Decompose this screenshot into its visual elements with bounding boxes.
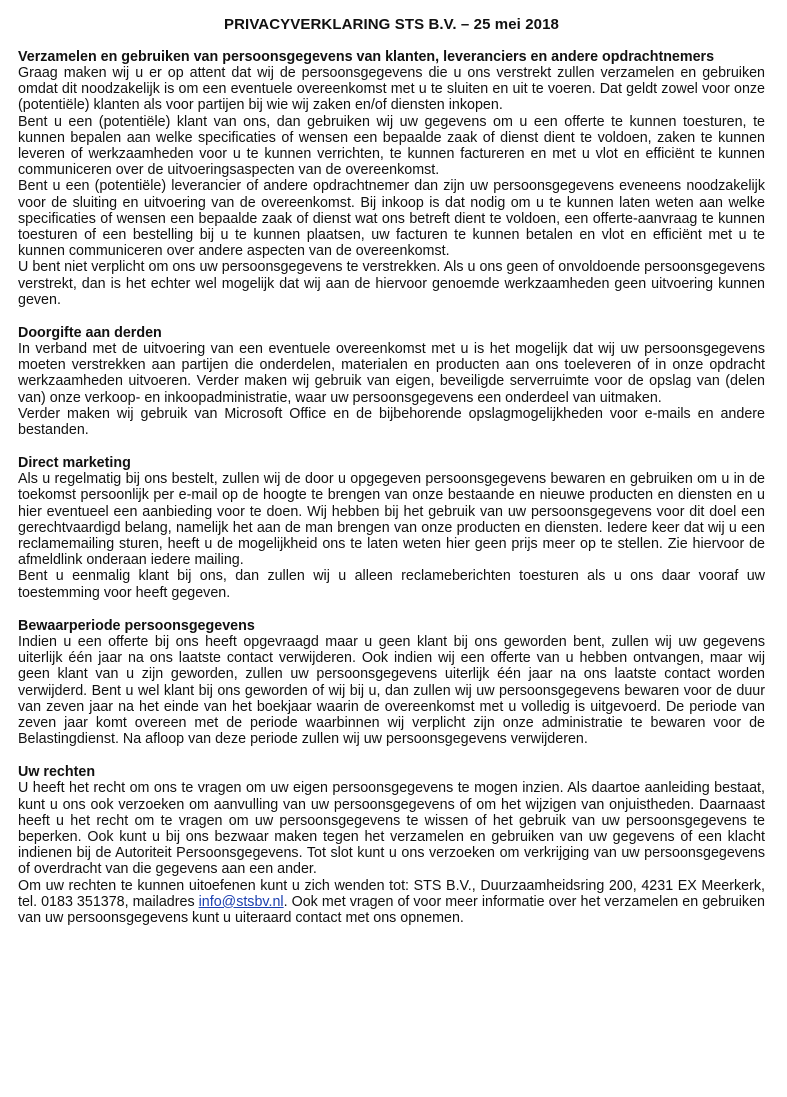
section-doorgifte <box>18 325 765 438</box>
section-heading: Uw rechten <box>18 764 96 781</box>
section-heading: Bewaarperiode persoonsgegevens <box>18 617 255 634</box>
paragraph: Verder maken wij gebruik van Microsoft Office en de bijbehorende opslagmogelijkheden voor e-mails en andere bestanden. <box>18 405 765 439</box>
contact-text: Om uw rechten te kunnen uitoefenen kunt u zich wenden tot: STS B.V., Duurzaamheidsring 200, 4231 EX Meerkerk, tel. 0183 351378, mailadres <box>18 877 765 910</box>
section-heading: Verzamelen en gebruiken van persoonsgegevens van klanten, leveranciers en andere opdrachtnemers <box>18 49 715 65</box>
section-uw-rechten <box>18 764 765 926</box>
section-bewaarperiode <box>18 618 765 747</box>
paragraph: Bent u een (potentiële) leverancier of andere opdrachtnemer dan zijn uw persoonsgegevens eveneens noodzakelijk voor de sluiting en uitvoering van de overeenkomst. Bij inkoop is dat nodig om u te kunnen laten weten aan welke specificaties of wensen een bepaalde zaak of dienst wat ons betreft dient te voldoen, een offerte-aanvraag te kunnen toesturen of een bestelling bij u te kunnen plaatsen, uw facturen te kunnen betalen en vlot en efficiënt met u te kunnen communiceren over andere aspecten van de overeenkomst. <box>18 178 765 260</box>
paragraph: Graag maken wij u er op attent dat wij de persoonsgegevens die u ons verstrekt zullen verzamelen en gebruiken omdat dit noodzakelijk is om een eventuele overeenkomst met u te sluiten en uit te voeren. Dat geldt zowel voor onze (potentiële) klanten als voor partijen bij wie wij zaken en/of diensten inkopen. <box>18 65 765 114</box>
document-title: PRIVACYVERKLARING STS B.V. – 25 mei 2018 <box>224 16 559 33</box>
document-page <box>18 8 765 943</box>
email-link[interactable]: info@stsbv.nl <box>198 893 284 910</box>
section-verzamelen <box>18 49 765 308</box>
contact-text-after: . Ook met vragen of voor meer informatie over het verzamelen en gebruiken van uw persoonsgegevens kunt u uiteraard contact met ons opnemen. <box>18 893 765 926</box>
paragraph: Als u regelmatig bij ons bestelt, zullen wij de door u opgegeven persoonsgegevens bewaren en gebruiken om u in de toekomst persoonlijk per e-mail op de hoogte te brengen van onze bestaande en nieuwe producten en diensten en u hier eventueel een aanbieding voor te doen. Wij hebben bij het gebruik van uw persoonsgegevens voor dit doel een gerechtvaardigd belang, namelijk het aan de man brengen van onze producten en diensten. Iedere keer dat wij u een reclamemailing sturen, heeft u de mogelijkheid ons te laten weten hier geen prijs meer op te stellen. Zie hiervoor de afmeldlink onderaan iedere mailing. <box>18 471 765 569</box>
contact-paragraph <box>18 878 765 927</box>
paragraph: In verband met de uitvoering van een eventuele overeenkomst met u is het mogelijk dat wij uw persoonsgegevens moeten verstrekken aan partijen die onderdelen, materialen en producten aan ons toeleveren of in onze opdracht werkzaamheden uitvoeren. Verder maken wij gebruik van eigen, beveiligde serverruimte voor de opslag van (delen van) onze verkoop- en inkoopadministratie, waar uw persoonsgegevens een onderdeel van uitmaken. <box>18 341 765 406</box>
section-heading: Direct marketing <box>18 455 131 472</box>
paragraph: Bent u een (potentiële) klant van ons, dan gebruiken wij uw gegevens om u een offerte te kunnen toesturen, te kunnen bepalen aan welke specificaties of wensen een bepaalde zaak of dienst dient te voldoen, zaken te kunnen leveren of werkzaamheden voor u te kunnen verrichten, te kunnen factureren en met u vlot en efficiënt te kunnen communiceren over de uitvoeringsaspecten van de overeenkomst. <box>18 113 765 179</box>
paragraph: Bent u eenmalig klant bij ons, dan zullen wij u alleen reclameberichten toesturen als u ons daar vooraf uw toestemming voor heeft gegeven. <box>18 568 765 601</box>
paragraph: U heeft het recht om ons te vragen om uw eigen persoonsgegevens te mogen inzien. Als daartoe aanleiding bestaat, kunt u ons ook verzoeken om aanvulling van uw persoonsgegevens of om het wijzigen van onjuistheden. Daarnaast heeft u het recht om te vragen om uw persoonsgegevens te wissen of het gebruik van uw persoonsgegevens te beperken. Ook kunt u bij ons bezwaar maken tegen het verzamelen en gebruiken van uw gegevens of een klacht indienen bij de Autoriteit Persoonsgegevens. Tot slot kunt u ons verzoeken om verkrijging van uw persoonsgegevens of overdracht van die gegevens aan een ander. <box>18 780 765 878</box>
paragraph: U bent niet verplicht om ons uw persoonsgegevens te verstrekken. Als u ons geen of onvoldoende persoonsgegevens verstrekt, dan is het echter wel mogelijk dat wij aan de hiervoor genoemde werkzaamheden geen uitvoering kunnen geven. <box>18 259 765 308</box>
section-heading: Doorgifte aan derden <box>18 325 162 342</box>
section-direct-marketing <box>18 455 765 601</box>
paragraph: Indien u een offerte bij ons heeft opgevraagd maar u geen klant bij ons geworden bent, zullen wij uw gegevens uiterlijk één jaar na ons laatste contact verwijderen. Ook indien wij een offerte van u hebben ontvangen, maar wij geen klant van u zijn geworden, zullen uw persoonsgegevens uiterlijk één jaar na ons laatste contact worden verwijderd. Bent u wel klant bij ons geworden of wij bij u, dan zullen wij uw persoonsgegevens bewaren voor de duur van zeven jaar na het einde van het boekjaar waarin de overeenkomst met u volledig is uitgevoerd. De periode van zeven jaar komt overeen met de periode waarbinnen wij verplicht zijn onze administratie te bewaren voor de Belastingdienst. Na afloop van deze periode zullen wij uw persoonsgegevens verwijderen. <box>18 633 765 748</box>
